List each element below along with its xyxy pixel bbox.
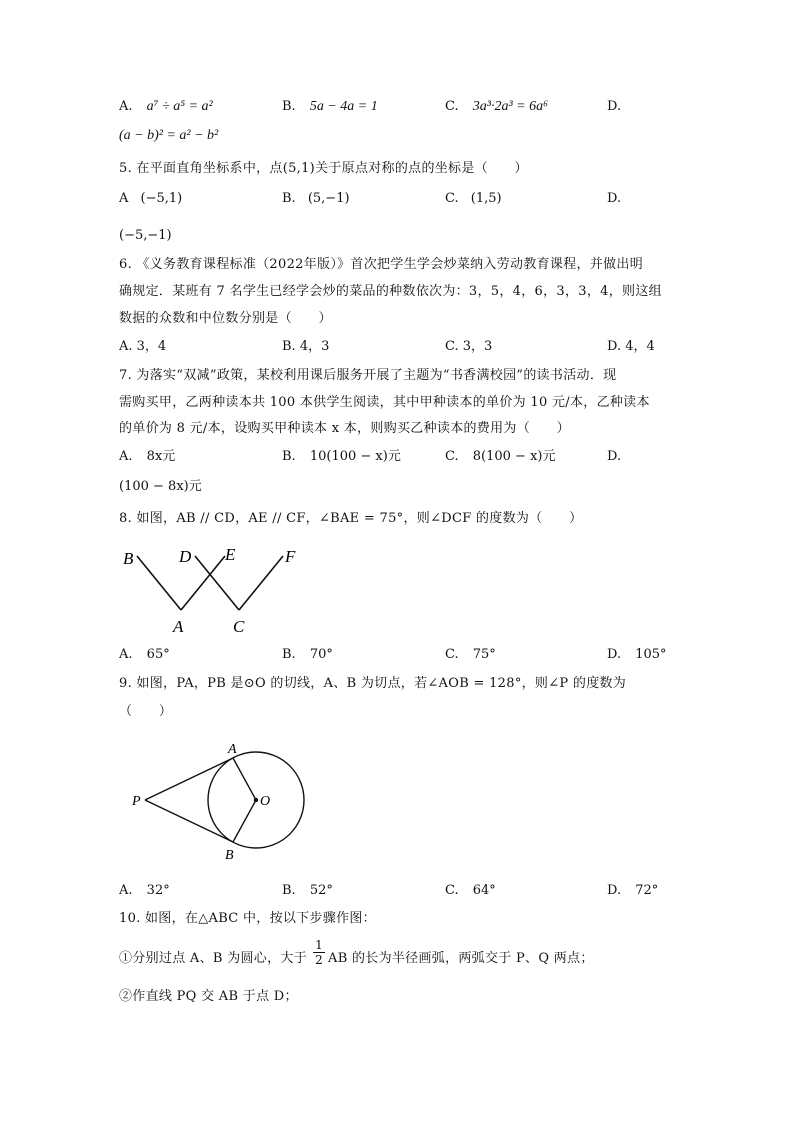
q9-option-a-label: A.: [119, 883, 133, 898]
q10-step2: ②作直线 PQ 交 AB 于点 D；: [119, 989, 298, 1004]
q8-option-a-label: A.: [119, 647, 133, 662]
q9-stem-paren: （ ）: [119, 704, 173, 719]
q4-option-d-text: (a − b)² = a² − b²: [119, 128, 219, 143]
q9-option-d-label: D.: [607, 883, 622, 898]
q9-stem: 9. 如图，PA，PB 是⊙O 的切线，A、B 为切点，若∠AOB = 128°，则∠P 的度数为: [119, 676, 627, 691]
q6-stem-line1: 6. 《义务教育课程标准（2022年版）》首次把学生学会炒菜纳入劳动教育课程，并做出明: [119, 257, 644, 272]
q8-label-a: A: [173, 617, 184, 636]
q5-option-b-text: (5,−1): [307, 191, 350, 206]
q7-option-c-label: C.: [445, 449, 459, 464]
q9-option-a[interactable]: [119, 882, 170, 900]
q8-segment-ba: [137, 556, 181, 610]
q8-option-d[interactable]: [607, 646, 667, 664]
q4-option-c-label: C.: [445, 99, 459, 114]
q7-option-a[interactable]: [119, 448, 175, 466]
q8-option-b[interactable]: [282, 646, 333, 664]
q8-label-e: E: [225, 545, 236, 564]
q7-option-b-text: 10(100 − x)元: [309, 449, 401, 464]
q8-label-d: D: [179, 547, 192, 566]
q10-fraction: [313, 938, 325, 967]
q10-stem: 10. 如图，在△ABC 中，按以下步骤作图：: [119, 911, 376, 926]
q8-label-b: B: [123, 549, 134, 568]
q8-option-b-text: 70°: [309, 647, 333, 662]
q5-stem: 5. 在平面直角坐标系中，点(5,1)关于原点对称的点的坐标是（ ）: [119, 161, 528, 176]
q8-option-c-text: 75°: [472, 647, 496, 662]
q6-option-c[interactable]: C. 3，3: [445, 339, 493, 354]
q4-option-b[interactable]: [282, 98, 378, 116]
q9-option-d-text: 72°: [635, 883, 659, 898]
q9-option-b-label: B.: [282, 883, 296, 898]
q5-option-a-text: (−5,1): [140, 191, 183, 206]
q7-option-d[interactable]: [607, 448, 621, 466]
q5-option-d-text: (−5,−1): [119, 228, 172, 243]
q5-option-d-label: D.: [607, 191, 622, 206]
q10-fraction-denominator: 2: [313, 952, 325, 967]
q5-option-b-label: B.: [282, 191, 296, 206]
q5-option-a-label: A: [119, 191, 129, 206]
q4-option-a[interactable]: [119, 98, 213, 116]
q7-option-c-text: 8(100 − x)元: [472, 449, 556, 464]
q8-option-a-text: 65°: [146, 647, 170, 662]
q4-option-a-label: A.: [119, 99, 133, 114]
q9-label-p: P: [132, 794, 141, 809]
q5-option-c-label: C.: [445, 191, 459, 206]
q8-label-c: C: [233, 617, 245, 636]
q4-option-d-label: D.: [607, 99, 622, 114]
q8-option-c[interactable]: [445, 646, 496, 664]
q9-option-c-label: C.: [445, 883, 459, 898]
q7-option-a-text: 8x元: [146, 449, 176, 464]
q7-stem-line1: 7. 为落实“双减”政策，某校利用课后服务开展了主题为“书香满校园”的读书活动．现: [119, 368, 617, 383]
q9-option-a-text: 32°: [146, 883, 170, 898]
q4-option-b-label: B.: [282, 99, 296, 114]
q8-stem: 8. 如图，AB // CD，AE // CF，∠BAE = 75°，则∠DCF 的度数为（ ）: [119, 511, 583, 526]
q10-step1-part2: AB 的长为半径画弧，两弧交于 P、Q 两点；: [328, 951, 594, 966]
q8-option-d-text: 105°: [635, 647, 667, 662]
q8-option-b-label: B.: [282, 647, 296, 662]
q9-tangent-pa: [145, 758, 233, 800]
q4-option-b-text: 5a − 4a = 1: [309, 99, 378, 114]
q5-option-d[interactable]: [607, 190, 621, 208]
q6-option-b[interactable]: B. 4，3: [282, 339, 330, 354]
q6-stem-line3: 数据的众数和中位数分别是（ ）: [119, 311, 332, 326]
q10-step1-part1: ①分别过点 A、B 为圆心，大于: [119, 951, 308, 966]
q9-label-b: B: [225, 848, 234, 863]
q9-option-d[interactable]: [607, 882, 658, 900]
q7-option-a-label: A.: [119, 449, 133, 464]
q9-option-b[interactable]: [282, 882, 333, 900]
q8-figure: [115, 540, 315, 640]
q7-option-d-text: (100 − 8x)元: [119, 479, 202, 494]
q4-option-c-text: 3a³·2a³ = 6a⁶: [472, 99, 548, 114]
q8-label-f: F: [285, 547, 296, 566]
q4-option-a-text: a⁷ ÷ a⁵ = a²: [146, 99, 213, 114]
q8-option-d-label: D.: [607, 647, 622, 662]
q7-option-d-label: D.: [607, 449, 622, 464]
q8-segment-dc: [195, 556, 239, 610]
q5-option-b[interactable]: [282, 190, 350, 208]
q6-stem-line2: 确规定．某班有 7 名学生已经学会炒的菜品的种数依次为：3，5，4，6，3，3，4，则这组: [119, 284, 662, 299]
q4-option-c[interactable]: [445, 98, 548, 116]
q9-center-point: [254, 798, 258, 802]
q8-option-c-label: C.: [445, 647, 459, 662]
q7-stem-line2: 需购买甲，乙两种读本共 100 本供学生阅读，其中甲种读本的单价为 10 元/本，乙种读本: [119, 395, 650, 410]
q5-option-a[interactable]: [119, 190, 182, 208]
q5-option-c-text: (1,5): [470, 191, 502, 206]
q6-option-a[interactable]: A. 3，4: [119, 339, 167, 354]
q9-option-b-text: 52°: [309, 883, 333, 898]
q9-tangent-pb: [145, 800, 233, 842]
q7-stem-line3: 的单价为 8 元/本，设购买甲种读本 x 本，则购买乙种读本的费用为（ ）: [119, 421, 570, 436]
q8-segment-cf: [239, 556, 283, 610]
q9-radius-oa: [233, 758, 256, 800]
q9-label-a: A: [228, 742, 237, 757]
q10-fraction-numerator: 1: [315, 938, 323, 952]
q9-radius-ob: [233, 800, 256, 842]
q9-option-c-text: 64°: [472, 883, 496, 898]
q5-option-c[interactable]: [445, 190, 502, 208]
q7-option-b[interactable]: [282, 448, 401, 466]
q9-figure: [125, 735, 315, 865]
q7-option-c[interactable]: [445, 448, 555, 466]
q9-option-c[interactable]: [445, 882, 496, 900]
q6-option-d[interactable]: D. 4，4: [607, 339, 655, 354]
q9-label-o: O: [260, 794, 271, 809]
q8-option-a[interactable]: [119, 646, 170, 664]
q4-option-d[interactable]: [607, 98, 621, 116]
q7-option-b-label: B.: [282, 449, 296, 464]
